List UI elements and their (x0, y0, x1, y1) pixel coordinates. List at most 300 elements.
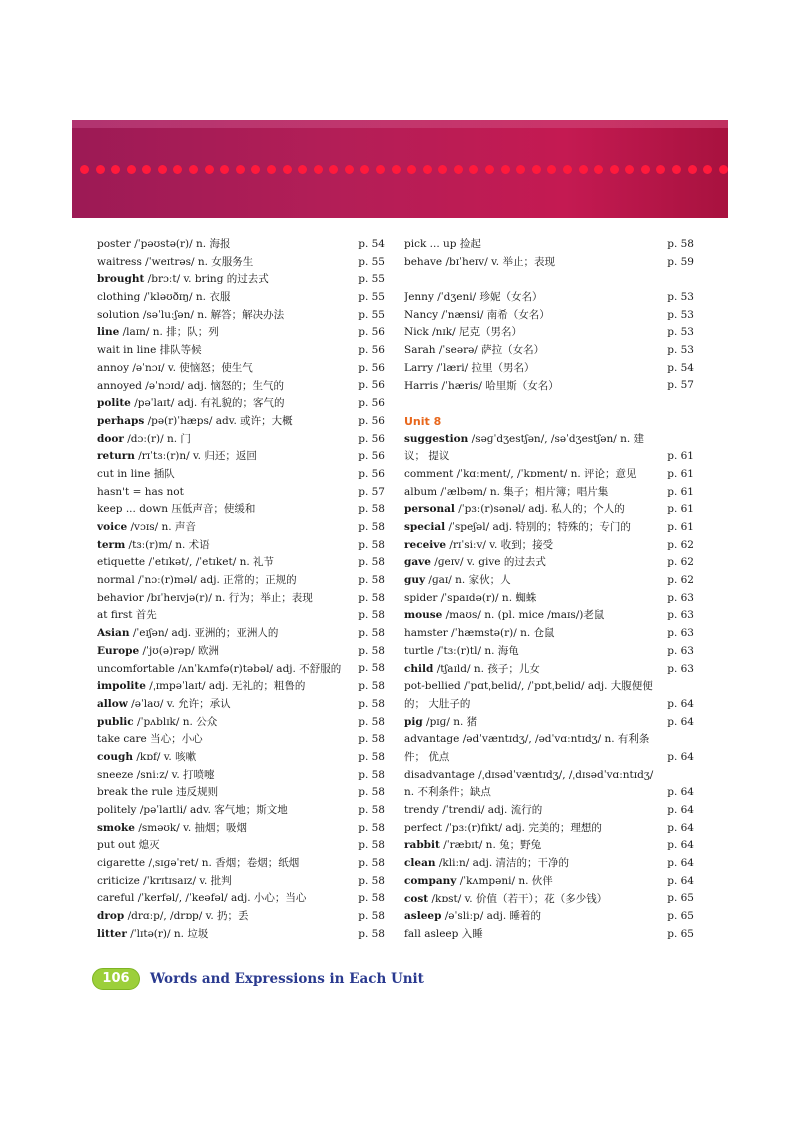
page-reference: p. 55 (358, 308, 385, 321)
banner-dot (360, 165, 369, 174)
page-reference: p. 58 (358, 839, 385, 852)
banner-dot (563, 165, 572, 174)
glossary-entry (404, 501, 694, 519)
glossary-entry (97, 820, 385, 838)
glossary-entry (97, 254, 385, 272)
entry-text (97, 625, 351, 643)
banner-dot (423, 165, 432, 174)
banner-dot (672, 165, 681, 174)
definition: annoyed /əˈnɔɪd/ adj. 恼怒的；生气的 (97, 379, 284, 392)
glossary-entry (404, 236, 694, 254)
glossary-entry (97, 448, 385, 466)
entry-text (97, 289, 351, 307)
definition: trendy /ˈtrendi/ adj. 流行的 (404, 804, 543, 817)
glossary-entry (97, 519, 385, 537)
definition: /pə(r)ˈhæps/ adv. 或许；大概 (144, 414, 293, 427)
page-reference: p. 55 (358, 255, 385, 268)
glossary-entry (97, 643, 385, 661)
definition: break the rule 违反规则 (97, 786, 219, 799)
definition: pot-bellied /ˈpɑtˌbelid/, /ˈpɒtˌbelid/ adj. 大腹便便的； 大肚子的 (404, 680, 653, 710)
right-column (404, 236, 694, 944)
entry-text (404, 820, 660, 838)
glossary-entry (404, 378, 694, 396)
entry-text (97, 873, 351, 891)
entry-text (404, 678, 660, 713)
banner-dot (127, 165, 136, 174)
entry-text (97, 519, 351, 537)
page-reference: p. 64 (667, 804, 694, 817)
definition: /dɔː(r)/ n. 门 (123, 432, 191, 445)
entry-text (97, 661, 351, 679)
right-top-entries (404, 236, 694, 271)
definition: wait in line 排队等候 (97, 344, 202, 357)
definition: Sarah /ˈseərə/ 萨拉（女名） (404, 344, 545, 357)
glossary-entry (404, 891, 694, 909)
entry-text (97, 254, 351, 272)
page-reference: p. 64 (667, 874, 694, 887)
headword: Asian (97, 627, 130, 640)
glossary-entry (97, 873, 385, 891)
glossary-entry (97, 307, 385, 325)
entry-text (97, 378, 351, 396)
definition: cigarette /ˌsɪɡəˈret/ n. 香烟；卷烟；纸烟 (97, 857, 300, 870)
definition: /əˈlaʊ/ v. 允许；承认 (127, 697, 231, 710)
entry-text (97, 784, 351, 802)
glossary-entry (404, 537, 694, 555)
banner-dot (205, 165, 214, 174)
entry-text (97, 448, 351, 466)
page-reference: p. 53 (667, 326, 694, 339)
entry-text (404, 537, 660, 555)
page-reference: p. 56 (358, 379, 385, 392)
entry-text (97, 342, 351, 360)
entry-text (97, 643, 351, 661)
page-reference: p. 65 (667, 892, 694, 905)
glossary-entry (97, 342, 385, 360)
entry-text (97, 696, 351, 714)
headword: rabbit (404, 839, 440, 852)
unit-heading: Unit 8 (404, 414, 442, 428)
definition: /rɪˈsiːv/ v. 收到；接受 (446, 538, 554, 551)
page-reference: p. 61 (667, 521, 694, 533)
entry-text (404, 643, 660, 661)
page-reference: p. 58 (358, 803, 385, 816)
glossary-entry (404, 714, 694, 732)
page-reference: p. 63 (667, 627, 694, 640)
definition: /rɪˈtɜː(r)n/ v. 归还；返回 (134, 450, 257, 463)
entry-text (97, 890, 351, 908)
glossary-entry (404, 767, 694, 802)
entry-text (404, 731, 660, 766)
page-reference: p. 58 (358, 574, 385, 587)
page-reference: p. 54 (358, 237, 385, 250)
page-number-badge: 106 (92, 968, 140, 990)
banner-stripe (72, 120, 728, 128)
glossary-entry (404, 466, 694, 484)
definition: waitress /ˈweɪtrəs/ n. 女服务生 (97, 255, 254, 268)
entry-text (404, 324, 660, 342)
definition: /brɔːt/ v. bring 的过去式 (144, 273, 269, 286)
banner-dot (298, 165, 307, 174)
glossary-entry (404, 873, 694, 891)
definition: /pəˈlaɪt/ adj. 有礼貌的；客气的 (130, 397, 285, 410)
headword: term (97, 538, 126, 551)
page-reference: p. 63 (667, 591, 694, 604)
glossary-entry (404, 324, 694, 342)
glossary-entry (404, 431, 694, 466)
banner-dot (438, 165, 447, 174)
page-reference: p. 58 (358, 750, 385, 763)
entry-text (97, 926, 351, 944)
left-column (97, 236, 385, 944)
headword: litter (97, 927, 127, 940)
banner-dot (80, 165, 89, 174)
page-reference: p. 64 (667, 786, 694, 799)
page-reference: p. 58 (358, 910, 385, 923)
definition: disadvantage /ˌdɪsədˈvæntɪdʒ/, /ˌdɪsədˈvɑːntɪdʒ/ n. 不利条件；缺点 (404, 768, 654, 799)
page-reference: p. 64 (667, 715, 694, 728)
entry-text (97, 554, 351, 572)
glossary-entry (97, 926, 385, 944)
definition: clothing /ˈkləʊðɪŋ/ n. 衣服 (97, 291, 231, 304)
entry-text (404, 661, 660, 679)
entry-text (404, 607, 660, 625)
page-reference: p. 58 (358, 733, 385, 746)
definition: take care 当心；小心 (97, 733, 203, 746)
entry-text (97, 271, 351, 289)
banner-dot (173, 165, 182, 174)
glossary-entry (404, 855, 694, 873)
entry-text (97, 731, 351, 749)
page-reference: p. 58 (358, 874, 385, 887)
page-reference: p. 58 (358, 644, 385, 657)
headword: impolite (97, 680, 146, 693)
page-reference: p. 63 (667, 609, 694, 622)
definition: uncomfortable /ʌnˈkʌmfə(r)təbəl/ adj. 不舒服的 (97, 662, 342, 675)
page-reference: p. 56 (358, 397, 385, 410)
definition: Jenny /ˈdʒeni/ 珍妮（女名） (404, 291, 543, 304)
entry-text (404, 802, 660, 820)
banner-dot (314, 165, 323, 174)
banner-dot (236, 165, 245, 174)
definition: /sməʊk/ v. 抽烟；吸烟 (134, 821, 248, 834)
banner-dot (111, 165, 120, 174)
entry-text (404, 873, 660, 891)
definition: /ˈjʊ(ə)rəp/ 欧洲 (139, 644, 219, 657)
banner-dot (547, 165, 556, 174)
banner-dot (96, 165, 105, 174)
glossary-entry (404, 731, 694, 766)
entry-text (97, 820, 351, 838)
page-reference: p. 61 (667, 450, 694, 463)
glossary-entry (97, 236, 385, 254)
banner-dot (719, 165, 728, 174)
page-reference: p. 64 (667, 821, 694, 834)
glossary-entry (97, 661, 385, 679)
banner-dot (454, 165, 463, 174)
glossary-entry (97, 271, 385, 289)
glossary-entry (404, 289, 694, 307)
page-reference: p. 56 (358, 432, 385, 445)
definition: /drɑːp/, /drɒp/ v. 扔；丢 (124, 910, 249, 923)
headword: asleep (404, 910, 442, 923)
entry-text (404, 908, 660, 926)
glossary-entry (97, 784, 385, 802)
entry-text (97, 307, 351, 325)
glossary-entry (97, 501, 385, 519)
definition: Nancy /ˈnænsi/ 南希（女名） (404, 308, 550, 321)
entry-text (404, 466, 660, 484)
banner-dot (189, 165, 198, 174)
page-reference: p. 64 (667, 697, 694, 710)
page-reference: p. 58 (358, 520, 385, 533)
definition: pick ... up 捡起 (404, 238, 481, 250)
page-reference: p. 56 (358, 326, 385, 339)
definition: /ˈræbɪt/ n. 兔；野兔 (439, 839, 542, 852)
banner-dot (376, 165, 385, 174)
banner-dot (516, 165, 525, 174)
glossary-entry (97, 378, 385, 396)
glossary-entry (404, 307, 694, 325)
entry-text (404, 431, 660, 466)
entry-text (97, 395, 351, 413)
banner-dot (641, 165, 650, 174)
page-reference: p. 58 (358, 927, 385, 940)
definition: poster /ˈpəʊstə(r)/ n. 海报 (97, 238, 231, 250)
entry-text (97, 714, 351, 732)
page-reference: p. 58 (667, 237, 694, 250)
page-reference: p. 58 (358, 715, 385, 728)
glossary-entry (404, 342, 694, 360)
definition: /əˈsliːp/ adj. 睡着的 (441, 910, 542, 923)
headword: perhaps (97, 414, 145, 427)
headword: personal (404, 503, 455, 516)
glossary-entry (97, 802, 385, 820)
definition: turtle /ˈtɜː(r)tl/ n. 海龟 (404, 644, 519, 657)
definition: /kliːn/ adj. 清洁的；干净的 (435, 857, 570, 870)
page-reference: p. 53 (667, 308, 694, 321)
entry-text (97, 908, 351, 926)
page-reference: p. 56 (358, 450, 385, 463)
definition: Nick /nɪk/ 尼克（男名） (404, 326, 523, 339)
glossary-entry (404, 837, 694, 855)
page-reference: p. 55 (358, 291, 385, 304)
glossary-entry (97, 289, 385, 307)
banner-dot (329, 165, 338, 174)
entry-text (97, 501, 351, 519)
headword: guy (404, 574, 426, 587)
definition: /ˈpɜː(r)sənəl/ adj. 私人的；个人的 (454, 503, 625, 516)
definition: /ˈkʌmpəni/ n. 伙伴 (456, 874, 553, 887)
banner-dot (532, 165, 541, 174)
entry-text (404, 378, 660, 396)
page-reference: p. 57 (667, 379, 694, 392)
glossary-entry (97, 607, 385, 625)
page-reference: p. 56 (358, 344, 385, 357)
entry-text (97, 837, 351, 855)
glossary-entry (404, 360, 694, 378)
glossary-entry (97, 890, 385, 908)
entry-text (404, 501, 660, 519)
glossary-entry (97, 537, 385, 555)
definition: spider /ˈspaɪdə(r)/ n. 蜘蛛 (404, 591, 537, 604)
page-reference: p. 62 (667, 574, 694, 587)
entry-text (404, 590, 660, 608)
banner-dot (158, 165, 167, 174)
page-reference: p. 64 (667, 750, 694, 763)
page-reference: p. 58 (358, 821, 385, 834)
glossary-entry (97, 360, 385, 378)
glossary-entry (97, 466, 385, 484)
glossary-entry (97, 731, 385, 749)
entry-text (404, 289, 660, 307)
entry-text (97, 537, 351, 555)
banner-dot (625, 165, 634, 174)
glossary-entry (404, 607, 694, 625)
entry-text (97, 802, 351, 820)
page-reference: p. 62 (667, 556, 694, 569)
banner-dot (345, 165, 354, 174)
glossary-entry (404, 590, 694, 608)
definition: sneeze /sniːz/ v. 打喷嚏 (97, 768, 215, 781)
headword: door (97, 432, 124, 445)
definition: etiquette /ˈetɪkət/, /ˈetɪket/ n. 礼节 (97, 556, 275, 569)
definition: hamster /ˈhæmstə(r)/ n. 仓鼠 (404, 627, 555, 640)
glossary-entry (97, 714, 385, 732)
entry-text (404, 714, 660, 732)
definition: Larry /ˈlæri/ 拉里（男名） (404, 361, 535, 374)
headword: child (404, 662, 434, 675)
page-reference: p. 56 (358, 414, 385, 427)
headword: drop (97, 910, 125, 923)
entry-text (404, 554, 660, 572)
glossary-entry (404, 926, 694, 944)
definition: /ˈspeʃəl/ adj. 特别的；特殊的；专门的 (445, 521, 631, 534)
definition: /ˌɪmpəˈlaɪt/ adj. 无礼的；粗鲁的 (145, 680, 306, 693)
headword: public (97, 715, 134, 728)
unit-entries (404, 431, 694, 944)
definition: fall asleep 入睡 (404, 927, 483, 940)
definition: at first 首先 (97, 609, 157, 622)
banner-dot (579, 165, 588, 174)
page-footer (92, 968, 424, 990)
entry-text (97, 572, 351, 590)
banner-dot (407, 165, 416, 174)
headword: cost (404, 892, 429, 905)
page-reference: p. 61 (667, 503, 694, 516)
page-reference: p. 58 (358, 662, 385, 675)
entry-text (404, 519, 660, 537)
page-reference: p. 64 (667, 839, 694, 852)
glossary-entry (404, 820, 694, 838)
page-reference: p. 62 (667, 538, 694, 551)
glossary-entry (404, 554, 694, 572)
definition: /laɪn/ n. 排；队；列 (119, 326, 219, 339)
headword: voice (97, 521, 128, 533)
definition: normal /ˈnɔː(r)məl/ adj. 正常的；正规的 (97, 574, 297, 587)
entry-text (97, 678, 351, 696)
banner-dot (703, 165, 712, 174)
glossary-entry (404, 519, 694, 537)
banner-dot (594, 165, 603, 174)
glossary-entry (97, 855, 385, 873)
entry-text (404, 837, 660, 855)
definition: /kɒst/ v. 价值（若干）；花（多少钱） (428, 892, 608, 905)
glossary-entry (97, 678, 385, 696)
glossary-entry (97, 625, 385, 643)
definition: criticize /ˈkrɪtɪsaɪz/ v. 批判 (97, 874, 232, 887)
glossary-entry (404, 572, 694, 590)
headword: polite (97, 397, 131, 410)
definition: comment /ˈkɑːment/, /ˈkɒment/ n. 评论；意见 (404, 467, 637, 480)
definition: /ɡeɪv/ v. give 的过去式 (430, 556, 546, 569)
page-reference: p. 58 (358, 503, 385, 516)
page-reference: p. 54 (667, 361, 694, 374)
glossary-entry (97, 696, 385, 714)
page-reference: p. 58 (358, 591, 385, 604)
page-reference: p. 58 (358, 627, 385, 640)
definition: /səɡˈdʒestʃən/, /səˈdʒestʃən/ n. 建议； 提议 (404, 432, 645, 463)
definition: /tɜː(r)m/ n. 术语 (125, 538, 210, 551)
headword: allow (97, 697, 128, 710)
glossary-entry (97, 484, 385, 502)
glossary-entry (404, 625, 694, 643)
glossary-entry (404, 484, 694, 502)
glossary-entry (97, 431, 385, 449)
entry-text (404, 254, 660, 272)
page-reference: p. 58 (358, 556, 385, 569)
banner-dot (688, 165, 697, 174)
glossary-entry (404, 661, 694, 679)
page-reference: p. 53 (667, 291, 694, 304)
entry-text (97, 466, 351, 484)
entry-text (97, 360, 351, 378)
definition: /ɡaɪ/ n. 家伙；人 (425, 574, 511, 587)
headword: smoke (97, 821, 135, 834)
glossary-entry (404, 908, 694, 926)
page-reference: p. 58 (358, 786, 385, 799)
banner-dot (142, 165, 151, 174)
glossary-entry (97, 837, 385, 855)
definition: politely /pəˈlaɪtli/ adv. 客气地；斯文地 (97, 804, 288, 816)
glossary-entry (404, 802, 694, 820)
banner-dot (392, 165, 401, 174)
definition: album /ˈælbəm/ n. 集子；相片簿；唱片集 (404, 485, 609, 498)
entry-text (97, 767, 351, 785)
entry-text (404, 926, 660, 944)
entry-text (404, 891, 660, 909)
definition: put out 熄灭 (97, 839, 160, 852)
glossary-entry (97, 590, 385, 608)
headword: company (404, 874, 457, 887)
headword: line (97, 326, 120, 339)
definition: /ˈpʌblɪk/ n. 公众 (133, 715, 218, 728)
definition: /ˈlɪtə(r)/ n. 垃圾 (126, 927, 209, 940)
definition: keep ... down 压低声音；使缓和 (97, 503, 256, 516)
definition: hasn't = has not (97, 485, 184, 498)
page-reference: p. 58 (358, 768, 385, 781)
entry-text (97, 413, 351, 431)
page-reference: p. 58 (358, 680, 385, 693)
entry-text (404, 572, 660, 590)
banner-dot (610, 165, 619, 174)
headword: receive (404, 538, 447, 551)
headword: clean (404, 857, 436, 870)
entry-text (97, 749, 351, 767)
page-reference: p. 61 (667, 485, 694, 498)
banner-dot (251, 165, 260, 174)
spacer (404, 395, 694, 413)
